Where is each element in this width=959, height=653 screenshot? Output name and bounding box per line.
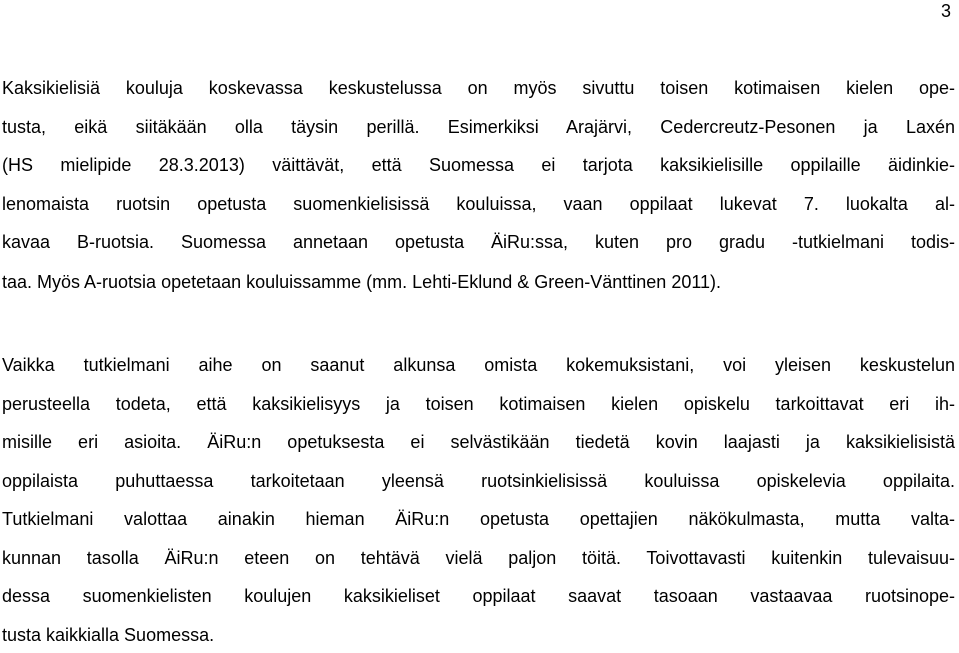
paragraph-line: kavaa B-ruotsia. Suomessa annetaan opetusta ÄiRu:ssa, kuten pro gradu -tutkielmani todis- xyxy=(2,232,955,252)
paragraph-line: (HS mielipide 28.3.2013) väittävät, että Suomessa ei tarjota kaksikielisille oppilaille äidinkie- xyxy=(2,155,955,175)
paragraph-line: lenomaista ruotsin opetusta suomenkielisissä kouluissa, vaan oppilaat lukevat 7. luokalta al- xyxy=(2,194,955,214)
paragraph-line: misille eri asioita. ÄiRu:n opetuksesta ei selvästikään tiedetä kovin laajasti ja kaksikielisistä xyxy=(2,432,955,452)
paragraph-line: Kaksikielisiä kouluja koskevassa keskustelussa on myös sivuttu toisen kotimaisen kielen ope- xyxy=(2,78,955,98)
paragraph-line: Tutkielmani valottaa ainakin hieman ÄiRu:n opetusta opettajien näkökulmasta, mutta valta- xyxy=(2,509,955,529)
paragraph-line: tusta kaikkialla Suomessa. xyxy=(2,625,215,645)
page-number: 3 xyxy=(940,1,951,21)
paragraph-line: tusta, eikä siitäkään olla täysin perillä. Esimerkiksi Arajärvi, Cedercreutz-Pesonen ja Laxén xyxy=(2,117,955,137)
paragraph-line: taa. Myös A-ruotsia opetetaan kouluissamme (mm. Lehti-Eklund & Green-Vänttinen 2011). xyxy=(2,272,722,292)
paragraph-line: perusteella todeta, että kaksikielisyys ja toisen kotimaisen kielen opiskelu tarkoittavat eri ih- xyxy=(2,394,955,414)
paragraph-line: kunnan tasolla ÄiRu:n eteen on tehtävä vielä paljon töitä. Toivottavasti kuitenkin tulevaisuu- xyxy=(2,548,955,568)
paragraph-line: dessa suomenkielisten koulujen kaksikieliset oppilaat saavat tasoaan vastaavaa ruotsinope- xyxy=(2,586,955,606)
paragraph-line: Vaikka tutkielmani aihe on saanut alkunsa omista kokemuksistani, voi yleisen keskustelun xyxy=(2,355,955,375)
paragraph-line: oppilaista puhuttaessa tarkoitetaan yleensä ruotsinkielisissä kouluissa opiskelevia oppilaita. xyxy=(2,471,955,491)
